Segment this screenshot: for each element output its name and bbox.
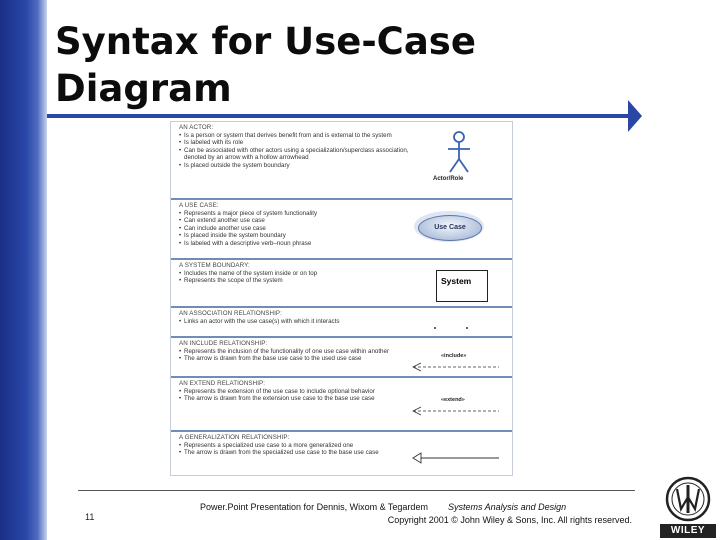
generalization-arrow-icon [411,452,503,464]
footer-copyright: Copyright 2001 © John Wiley & Sons, Inc. All rights reserved. [387,515,632,525]
row-bullet: • The arrow is drawn from the base use case to the used use case [179,355,409,363]
use-case-syntax-figure [170,121,513,476]
row-text [179,380,409,403]
row-bullet: • Represents the scope of the system [179,277,409,285]
row-text [179,202,409,248]
row-text [179,310,409,325]
row-bullet: • Includes the name of the system inside or on top [179,270,409,278]
row-generalization [171,430,512,475]
row-use-case [171,198,512,258]
row-header: AN EXTEND RELATIONSHIP: [179,380,266,387]
row-include [171,336,512,376]
row-text [179,434,409,457]
row-bullet: • The arrow is drawn from the specialized use case to the base use case [179,449,409,457]
include-arrow-icon [411,362,503,372]
row-association [171,306,512,336]
extend-arrow-icon [411,406,503,416]
row-bullet: • Is labeled with a descriptive verb–noun phrase [179,240,409,248]
row-bullet: • The arrow is drawn from the extension use case to the base use case [179,395,409,403]
row-bullet: • Can be associated with other actors using a specialization/superclass association, denoted by an arrow with a hollow arrowhead [179,147,409,162]
row-system-boundary [171,258,512,306]
page-number: 11 [85,512,95,522]
row-actor [171,122,512,198]
row-bullet: • Is labeled with its role [179,139,409,147]
extend-label: «extend» [441,397,465,403]
include-label: «include» [441,353,467,359]
system-boundary-box [436,270,488,302]
title-line-1: Syntax for Use-Case [55,20,476,63]
row-header: AN ACTOR: [179,124,214,131]
use-case-oval: Use Case [418,215,482,241]
row-header: A SYSTEM BOUNDARY: [179,262,250,269]
title-underline [47,114,632,118]
slide-title [55,18,655,112]
row-bullet: • Is placed inside the system boundary [179,232,409,240]
footer-book-title: Systems Analysis and Design [447,502,567,512]
left-accent-bar [0,0,47,540]
row-bullet: • Can include another use case [179,225,409,233]
row-bullet: • Can extend another use case [179,217,409,225]
row-header: A GENERALIZATION RELATIONSHIP: [179,434,290,441]
footer-presentation: Power.Point Presentation for Dennis, Wixom & Tegardem [200,502,428,512]
row-header: AN ASSOCIATION RELATIONSHIP: [179,310,282,317]
row-bullet: • Represents a specialized use case to a more generalized one [179,442,409,450]
wiley-wordmark: WILEY [660,524,716,538]
actor-stick-figure-icon [439,130,479,176]
row-bullet: • Represents the extension of the use case to include optional behavior [179,388,409,396]
title-line-2: Diagram [55,67,232,110]
row-text [179,124,409,170]
row-text [179,340,409,363]
row-header: A USE CASE: [179,202,219,209]
row-header: AN INCLUDE RELATIONSHIP: [179,340,268,347]
row-extend [171,376,512,430]
association-line-icon [429,324,489,332]
wiley-logo [660,475,716,539]
footer-line-1 [200,501,632,514]
row-bullet: • Links an actor with the use case(s) with which it interacts [179,318,409,326]
row-bullet: • Represents a major piece of system functionality [179,210,409,218]
row-bullet: • Is placed outside the system boundary [179,162,409,170]
row-bullet: • Represents the inclusion of the functionality of one use case within another [179,348,409,356]
actor-graphic-label: Actor/Role [433,176,464,182]
footer-divider [78,490,635,491]
system-boundary-label: System [441,276,472,286]
row-bullet: • Is a person or system that derives benefit from and is external to the system [179,132,409,140]
row-text [179,262,409,285]
title-arrow-icon [628,100,642,132]
footer-credits [200,501,632,527]
wiley-seal-icon [660,475,716,525]
